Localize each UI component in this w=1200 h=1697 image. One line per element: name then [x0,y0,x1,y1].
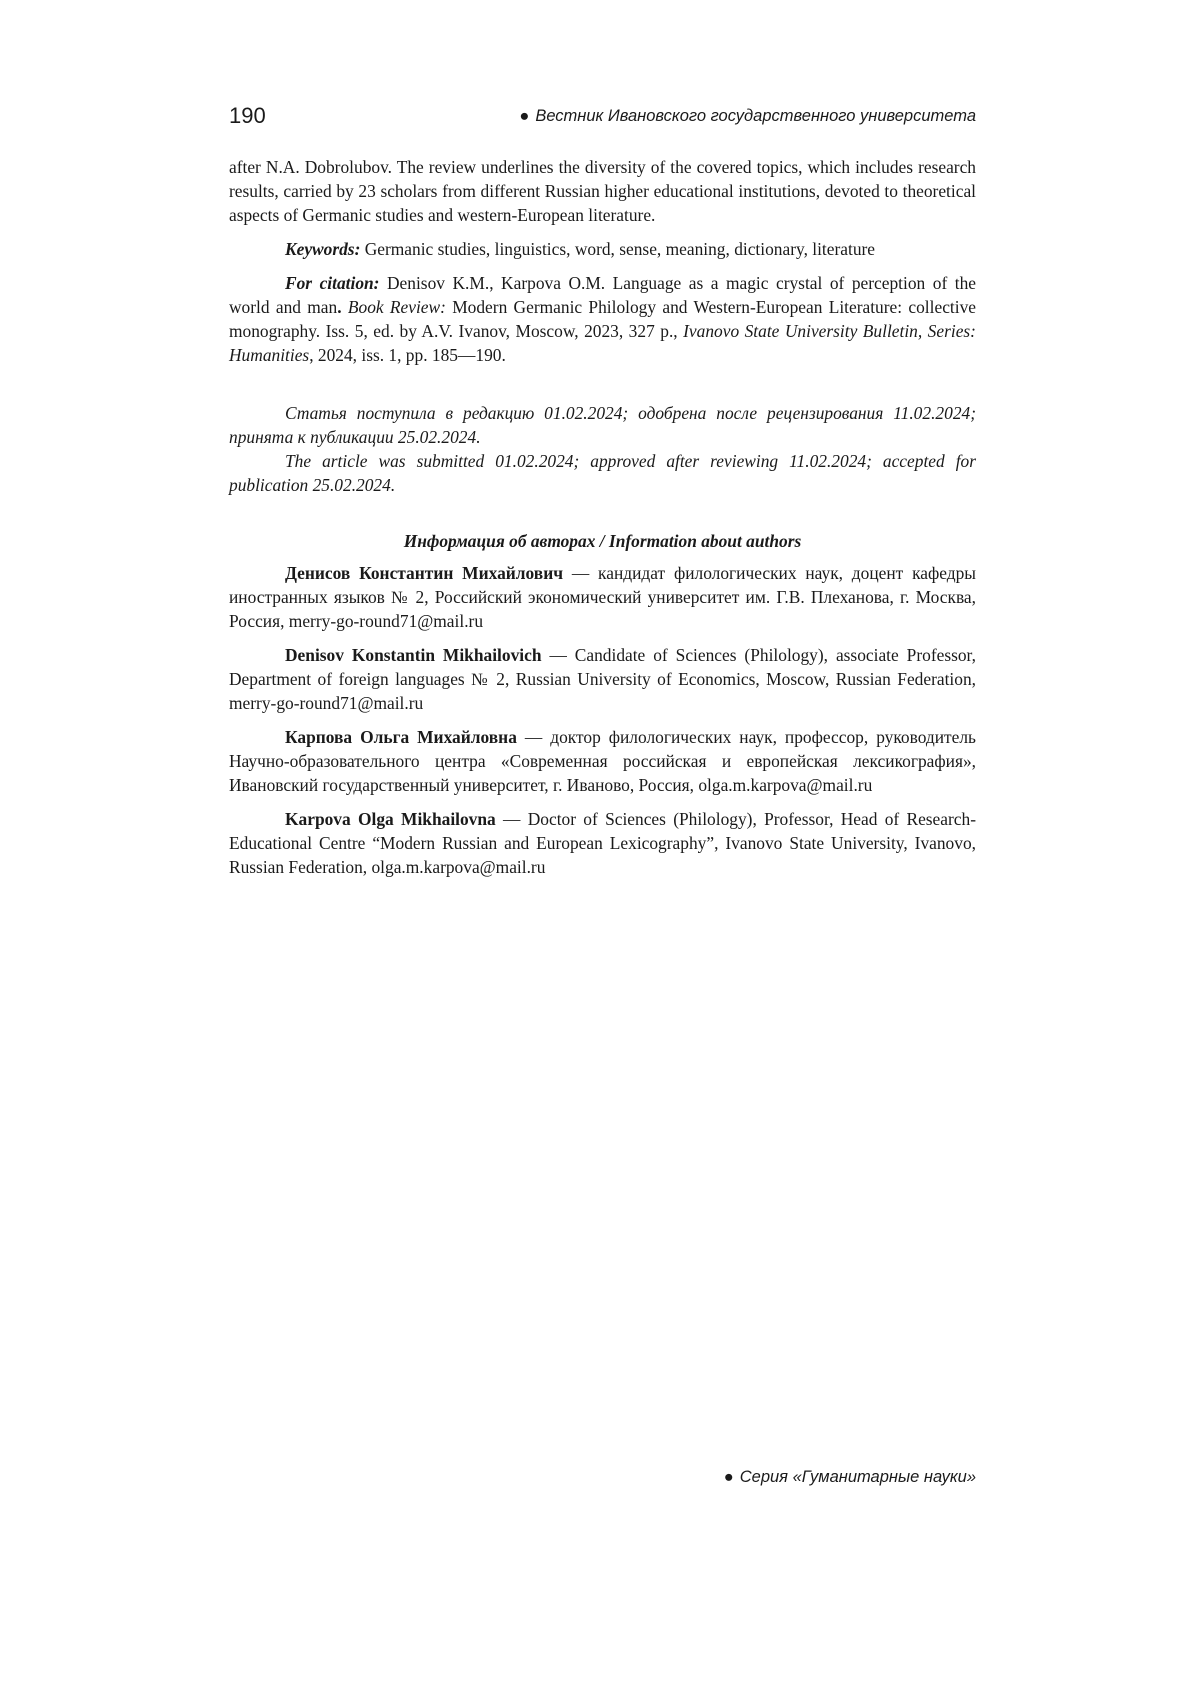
citation-paragraph [229,271,976,367]
author-name: Денисов Константин Михайлович [285,563,564,583]
series-title: Серия «Гуманитарные науки» [739,1468,976,1486]
page-footer [724,1465,976,1489]
citation-part1: Denisov K.M., Karpova O.M. Language as a magic crystal of perception of the world and man [229,273,976,317]
citation-part3: , 2024, iss. 1, pp. 185—190. [309,345,506,365]
keywords-paragraph [229,237,976,261]
author-bio-ru-denisov [229,561,976,633]
citation-review-label: Book Review: [341,297,446,317]
journal-title [519,104,976,128]
citation-bold-dot: . [337,297,342,317]
author-bio-en-denisov [229,643,976,715]
abstract-continuation: after N.A. Dobrolubov. The review underlines the diversity of the covered topics, which includes research results, carried by 23 scholars from different Russian higher educational institutions, devoted to theoretical aspects of Germanic studies and western-European literature. [229,157,976,225]
author-bio-en-karpova [229,807,976,879]
author-name: Denisov Konstantin Mikhailovich [285,645,542,665]
journal-title-text: Вестник Ивановского государственного университета [535,107,976,125]
author-name: Karpova Olga Mikhailovna [285,809,496,829]
author-bio: — доктор филологических наук, профессор, руководитель Научно-образовательного центра «Современная российская и европейская лексикография», Ивановский государственный университет, г. Иваново, Россия, olga.m.karpova@mail.ru [229,727,976,795]
page-content [229,155,976,879]
author-name: Карпова Ольга Михайловна [285,727,517,747]
citation-bulletin: Ivanovo State University Bulletin, Series: Humanities [229,321,976,365]
dates-en: The article was submitted 01.02.2024; approved after reviewing 11.02.2024; accepted for publication 25.02.2024. [229,451,976,495]
keywords-text: Germanic studies, linguistics, word, sense, meaning, dictionary, literature [360,239,876,259]
citation-label: For citation: [285,273,380,293]
authors-section-title: Информация об авторах / Information about authors [403,531,802,551]
author-bio: — Doctor of Sciences (Philology), Professor, Head of Research-Educational Centre “Modern Russian and European Lexicography”, Ivanovo State University, Ivanovo, Russian Federation, olga.m.karpova@mail.ru [229,809,976,877]
author-bio: — кандидат филологических наук, доцент кафедры иностранных языков № 2, Российский экономический университет им. Г.В. Плеханова, г. Москва, Россия, merry-go-round71@mail.ru [229,563,976,631]
keywords-label: Keywords: [285,239,361,259]
page-number: 190 [229,103,266,128]
bullet-icon: ● [723,1468,734,1486]
page-header [229,102,976,132]
author-bio: — Candidate of Sciences (Philology), associate Professor, Department of foreign languages № 2, Russian University of Economics, Moscow, Russian Federation, merry-go-round71@mail.ru [229,645,976,713]
bullet-icon: ● [519,107,530,125]
author-bio-ru-karpova [229,725,976,797]
dates-ru: Статья поступила в редакцию 01.02.2024; одобрена после рецензирования 11.02.2024; принята к публикации 25.02.2024. [229,403,976,447]
citation-part2: Modern Germanic Philology and Western-European Literature: collective monography. Iss. 5, ed. by A.V. Ivanov, Moscow, 2023, 327 p., [229,297,976,341]
article-dates [229,401,976,497]
